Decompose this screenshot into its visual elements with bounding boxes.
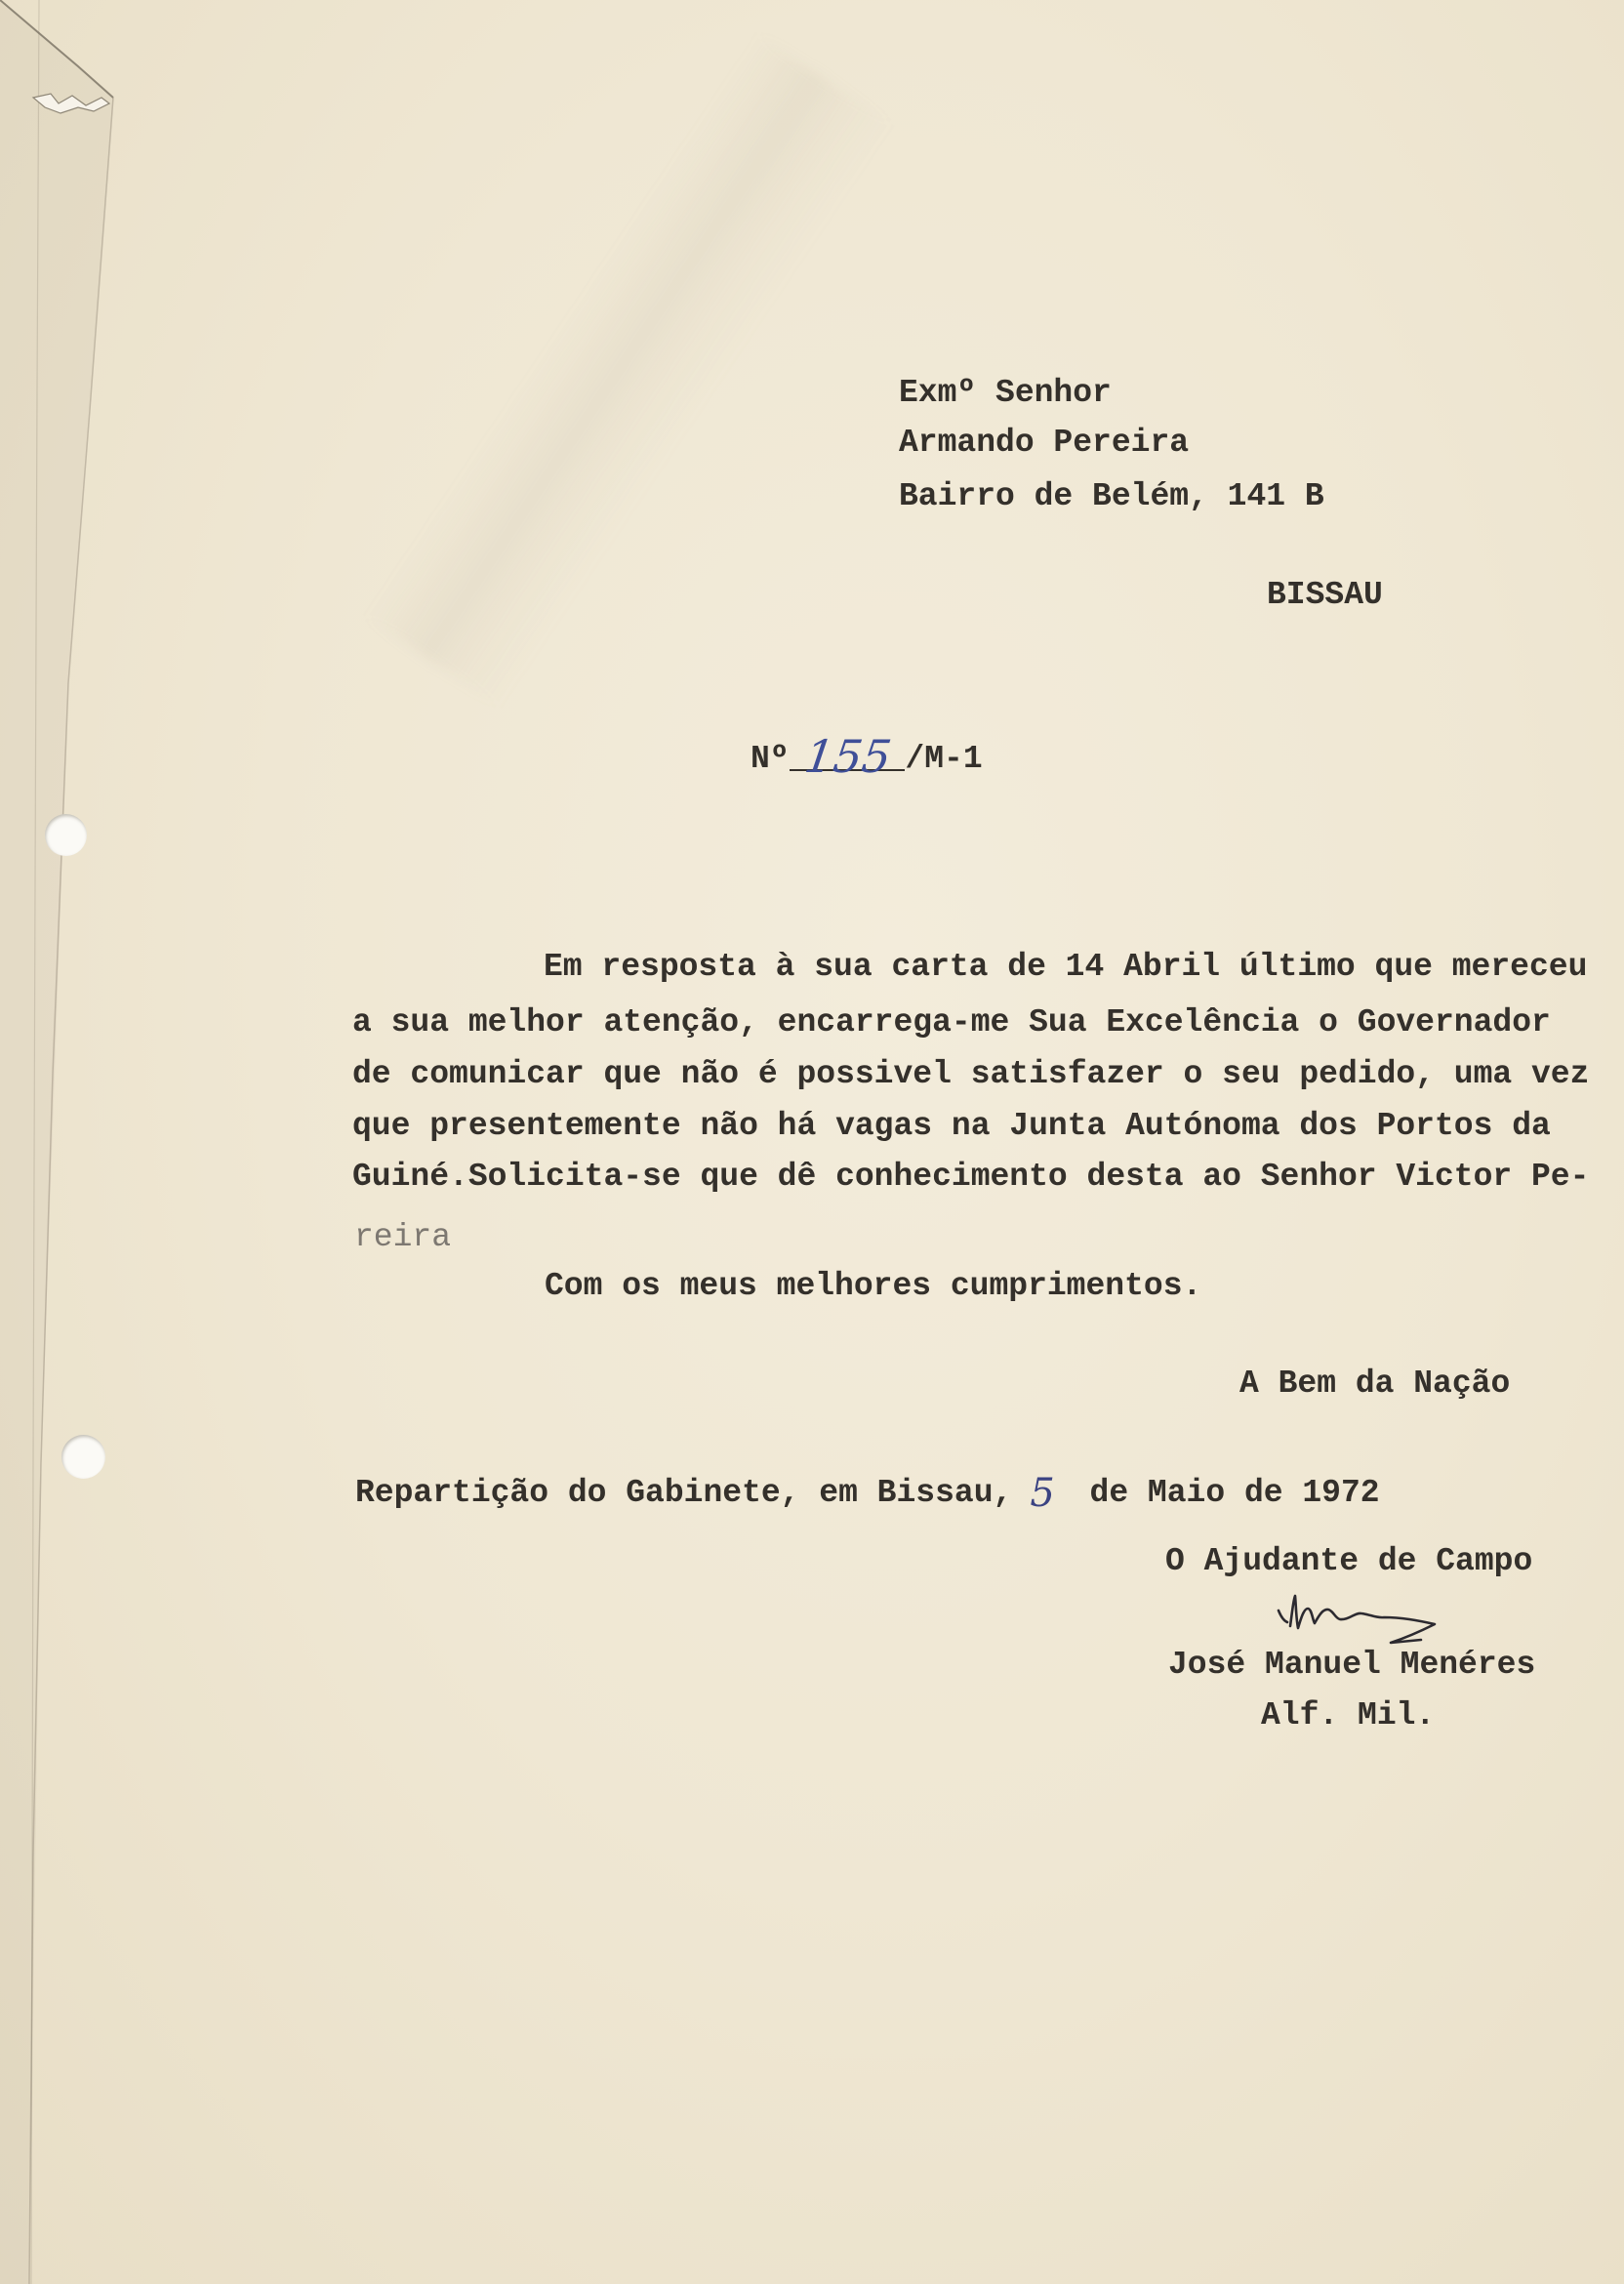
reference-prefix: Nº: [751, 741, 790, 777]
signatory-title: O Ajudante de Campo: [1165, 1543, 1533, 1579]
punch-hole-bottom: [61, 1435, 105, 1479]
folded-left-edge: [0, 0, 166, 2284]
recipient-name: Armando Pereira: [899, 425, 1190, 461]
paper-stain: [364, 33, 895, 709]
reference-line: [751, 730, 983, 783]
body-line-3: de comunicar que não é possivel satisfazer o seu pedido, uma vez: [352, 1056, 1590, 1092]
dateline-day-blank: [1012, 1471, 1089, 1516]
recipient-address: Bairro de Belém, 141 B: [899, 478, 1324, 514]
signatory-rank: Alf. Mil.: [1261, 1697, 1436, 1733]
punch-hole-top: [45, 814, 87, 856]
reference-number-handwritten: 155: [800, 730, 895, 783]
dateline-place: Repartição do Gabinete, em Bissau,: [355, 1475, 1013, 1511]
reference-blank: [790, 730, 906, 783]
dateline-rest: de Maio de 1972: [1089, 1475, 1380, 1511]
recipient-city: BISSAU: [1267, 577, 1383, 613]
signatory-name: José Manuel Menéres: [1168, 1647, 1536, 1683]
reference-suffix: /M-1: [905, 741, 983, 777]
closing-line: Com os meus melhores cumprimentos.: [545, 1268, 1202, 1304]
body-line-5: Guiné.Solicita-se que dê conhecimento desta ao Senhor Victor Pe-: [352, 1159, 1590, 1195]
body-line-1: Em resposta à sua carta de 14 Abril último que mereceu: [544, 949, 1588, 985]
recipient-salutation: Exmº Senhor: [899, 375, 1112, 411]
body-line-6: reira: [354, 1219, 452, 1255]
body-line-4: que presentemente não há vagas na Junta Autónoma dos Portos da: [352, 1108, 1551, 1144]
dateline: [355, 1471, 1380, 1516]
motto: A Bem da Nação: [1239, 1366, 1511, 1402]
body-line-2: a sua melhor atenção, encarrega-me Sua Excelência o Governador: [352, 1004, 1551, 1040]
dateline-day-handwritten: 5: [1030, 1471, 1055, 1516]
